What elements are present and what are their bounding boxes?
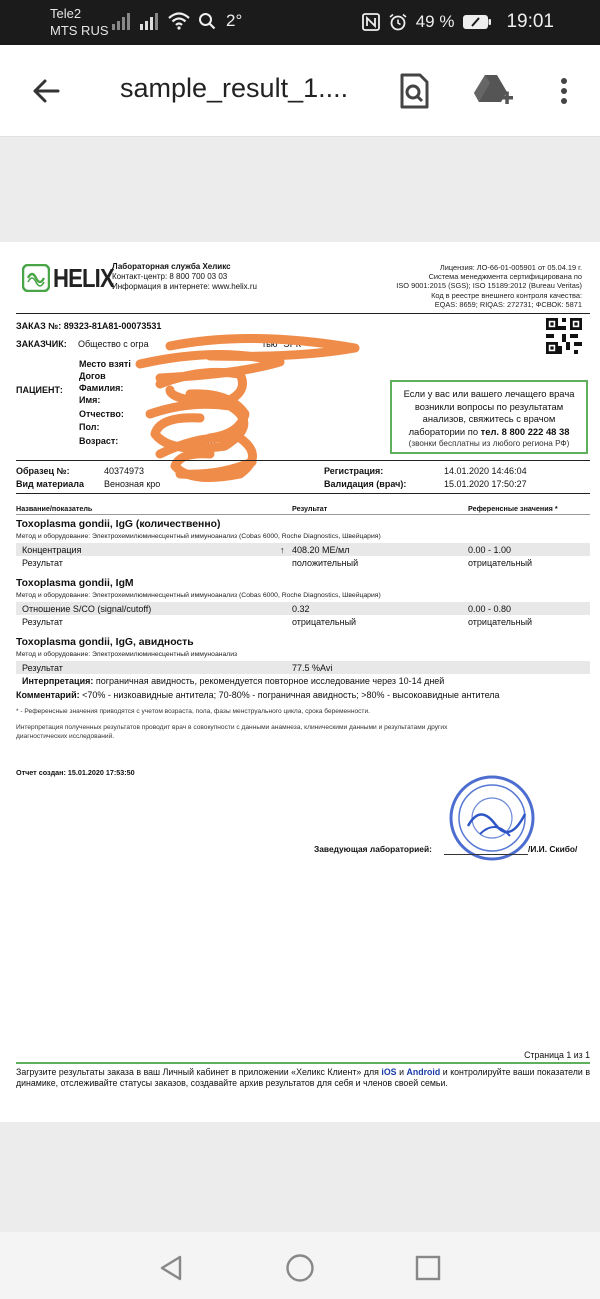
patient-field-surname: Фамилия: bbox=[79, 383, 124, 393]
license-line: Код в реестре внешнего контроля качества: bbox=[431, 290, 582, 300]
contact-line bbox=[392, 426, 586, 439]
status-left-icons bbox=[112, 11, 242, 31]
material-value: Венозная кро bbox=[104, 479, 161, 489]
material-label: Вид материала bbox=[16, 479, 84, 489]
logo-text: HELIX bbox=[53, 263, 114, 293]
carrier-2: MTS RUS bbox=[50, 23, 109, 38]
header-reference: Референсные значения * bbox=[468, 504, 558, 513]
row-result: 408.20 МЕ/мл bbox=[292, 545, 350, 555]
contact-box bbox=[390, 380, 588, 454]
license-info bbox=[396, 263, 582, 309]
interpretation bbox=[22, 676, 444, 686]
document-viewer[interactable] bbox=[0, 138, 600, 1232]
patient-field-name: Имя: bbox=[79, 395, 101, 405]
redaction-scribble bbox=[130, 334, 370, 484]
footnote: * - Референсные значения приводятся с учетом возраста, пола, фазы менструального цикла, срока беременности. bbox=[16, 708, 370, 715]
row-reference: 0.00 - 1.00 bbox=[468, 545, 512, 555]
lab-contact: Контакт-центр: 8 800 700 03 03 bbox=[112, 272, 228, 281]
license-line: Лицензия: ЛО-66-01-005901 от 05.04.19 г. bbox=[439, 263, 582, 272]
patient-label: ПАЦИЕНТ: bbox=[16, 385, 63, 395]
wifi-icon bbox=[168, 12, 190, 30]
alarm-icon bbox=[388, 13, 408, 31]
footer-divider bbox=[16, 1062, 590, 1064]
row-reference: отрицательный bbox=[468, 558, 533, 568]
validation-value: 15.01.2020 17:50:27 bbox=[444, 479, 527, 489]
test-title: Toxoplasma gondii, IgG, авидность bbox=[16, 637, 194, 648]
app-bar bbox=[0, 45, 600, 137]
high-flag-icon: ↑ bbox=[280, 545, 285, 555]
contact-prefix: лаборатории по bbox=[408, 425, 479, 437]
footer-and: и bbox=[399, 1067, 404, 1077]
patient-age-value: 9 (3 bbox=[200, 436, 216, 446]
clock: 19:01 bbox=[506, 11, 554, 32]
row-reference: отрицательный bbox=[468, 617, 533, 627]
validation-label: Валидация (врач): bbox=[324, 479, 407, 489]
drive-add-icon[interactable] bbox=[473, 72, 515, 110]
sample-label: Образец №: bbox=[16, 466, 70, 476]
test-method: Метод и оборудование: Электрохемилюминесцентный иммуноанализ (Cobas 6000, Roche Diagnostics, Швейцария) bbox=[16, 533, 381, 540]
nfc-icon bbox=[362, 13, 380, 31]
test-title: Toxoplasma gondii, IgM bbox=[16, 578, 134, 589]
more-vert-icon[interactable] bbox=[552, 72, 576, 110]
disclaimer-line: Интерпретация полученных результатов проводит врач в совокупности с данными анамнеза, клиническими данными и результатами других bbox=[16, 724, 448, 731]
registration-label: Регистрация: bbox=[324, 466, 384, 476]
patient-field-contract: Догов bbox=[79, 371, 106, 381]
lab-website: Информация в интернете: www.helix.ru bbox=[112, 282, 258, 291]
contact-phone[interactable]: тел. 8 800 222 48 38 bbox=[480, 425, 570, 437]
carrier-info bbox=[50, 5, 109, 39]
order-number: ЗАКАЗ №: 89323-81A81-00073531 bbox=[16, 321, 162, 331]
search-icon bbox=[198, 12, 216, 30]
registration-value: 14.01.2020 14:46:04 bbox=[444, 466, 527, 476]
header-underline bbox=[16, 514, 590, 515]
head-label: Заведующая лабораторией: bbox=[314, 844, 432, 854]
patient-field-age: Возраст: bbox=[79, 436, 119, 446]
report-created: Отчет создан: 15.01.2020 17:53:50 bbox=[16, 768, 135, 777]
android-link[interactable]: Android bbox=[406, 1067, 441, 1077]
license-line: EQAS: 8659; RIQAS: 272731; ФСВОК: 5871 bbox=[434, 299, 582, 309]
lab-name: Лабораторная служба Хеликс bbox=[112, 262, 231, 271]
battery-icon bbox=[462, 14, 492, 30]
row-result: 77.5 %Avi bbox=[292, 663, 333, 673]
contact-note: (звонки бесплатны из любого региона РФ) bbox=[408, 439, 570, 448]
temperature: 2° bbox=[226, 11, 243, 30]
header-name: Название/показатель bbox=[16, 504, 93, 513]
customer-value-tail: тью "ЭРК" bbox=[262, 339, 305, 349]
license-line: Система менеджмента сертифицирована по bbox=[428, 272, 582, 282]
header-divider bbox=[16, 313, 590, 314]
carrier-1: Tele2 bbox=[50, 6, 82, 21]
patient-divider bbox=[16, 460, 590, 461]
recents-nav-icon[interactable] bbox=[414, 1254, 442, 1282]
comment-text: <70% - низкоавидные антитела; 70-80% - пограничная авидность; >80% - высокоавидные антитела bbox=[82, 690, 500, 700]
search-document-icon[interactable] bbox=[396, 72, 432, 110]
test-title: Toxoplasma gondii, IgG (количественно) bbox=[16, 519, 221, 530]
customer-value: Общество с огра bbox=[78, 339, 149, 349]
sample-value: 40374973 bbox=[104, 466, 145, 476]
row-reference: 0.00 - 0.80 bbox=[468, 604, 512, 614]
row-name: Результат bbox=[22, 663, 63, 673]
interpretation-label: Интерпретация: bbox=[22, 676, 94, 686]
sample-divider bbox=[16, 493, 590, 494]
footer-part2: и контролируйте ваши показатели в динамике, отслеживайте статусы заказов, создавайте архив результатов для себя и членов своей семьи. bbox=[16, 1067, 590, 1089]
document-page bbox=[0, 242, 600, 1122]
footer-text bbox=[16, 1067, 590, 1090]
navigation-bar bbox=[0, 1232, 600, 1299]
contact-line: Если у вас или вашего лечащего врача bbox=[403, 388, 575, 399]
home-nav-icon[interactable] bbox=[285, 1253, 315, 1283]
comment bbox=[16, 690, 500, 700]
row-name: Результат bbox=[22, 558, 63, 568]
row-result: отрицательный bbox=[292, 617, 357, 627]
head-name: /И.И. Скибо/ bbox=[528, 844, 578, 854]
back-nav-icon[interactable] bbox=[158, 1254, 184, 1282]
row-name: Концентрация bbox=[22, 545, 82, 555]
lab-stamp-icon bbox=[440, 774, 540, 864]
row-name: Результат bbox=[22, 617, 63, 627]
back-arrow-icon[interactable] bbox=[28, 73, 64, 109]
helix-logo-icon bbox=[22, 264, 50, 292]
interpretation-text: пограничная авидность, рекомендуется повторное исследование через 10-14 дней bbox=[95, 676, 445, 686]
test-method: Метод и оборудование: Электрохемилюминесцентный иммуноанализ (Cobas 6000, Roche Diagnostics, Швейцария) bbox=[16, 592, 381, 599]
comment-label: Комментарий: bbox=[16, 690, 80, 700]
footer-part1: Загрузите результаты заказа в ваш Личный кабинет в приложении «Хеликс Клиент» для bbox=[16, 1067, 379, 1077]
battery-percent: 49 % bbox=[415, 12, 455, 31]
document-title: sample_result_1.... bbox=[120, 73, 349, 103]
qr-code-icon bbox=[546, 318, 582, 354]
disclaimer-line: диагностических исследований. bbox=[16, 733, 115, 740]
contact-line: возникли вопросы по результатам bbox=[414, 400, 564, 412]
license-line: ISO 9001:2015 (SGS); ISO 15189:2012 (Bureau Veritas) bbox=[396, 281, 582, 291]
contact-line: анализов, свяжитесь с врачом bbox=[422, 413, 556, 424]
lab-info bbox=[112, 262, 257, 292]
row-name: Отношение S/CO (signal/cutoff) bbox=[22, 604, 152, 614]
signal-icon bbox=[112, 12, 132, 30]
status-right-icons bbox=[362, 11, 554, 33]
customer-label: ЗАКАЗЧИК: bbox=[16, 339, 67, 349]
ios-link[interactable]: iOS bbox=[381, 1067, 397, 1077]
test-method: Метод и оборудование: Электрохемилюминесцентный иммуноанализ bbox=[16, 651, 238, 658]
patient-field-sex: Пол: bbox=[79, 422, 100, 432]
status-bar bbox=[0, 0, 600, 45]
row-result: 0.32 bbox=[292, 604, 310, 614]
signal-icon-2 bbox=[140, 12, 160, 30]
patient-field-patronymic: Отчество: bbox=[79, 409, 124, 419]
patient-field-location: Место взяті bbox=[79, 359, 131, 369]
row-result: положительный bbox=[292, 558, 359, 568]
page-number: Страница 1 из 1 bbox=[524, 1050, 590, 1060]
header-result: Результат bbox=[292, 504, 328, 513]
signature-line bbox=[444, 854, 528, 855]
